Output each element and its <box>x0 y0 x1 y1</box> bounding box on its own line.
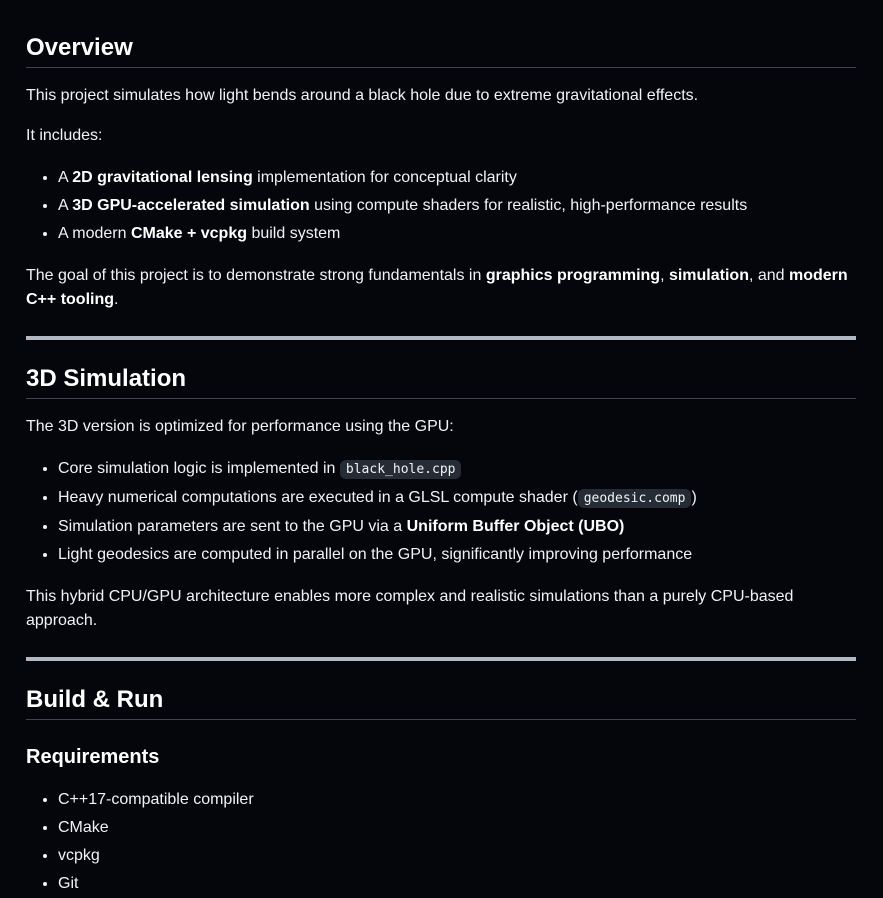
list-item: • Simulation parameters are sent to the GPU via a Uniform Buffer Object (UBO) <box>58 513 856 541</box>
simulation-3d-list <box>26 455 856 569</box>
simulation-3d-heading: 3D Simulation <box>26 364 856 399</box>
code-geodesic-comp: geodesic.comp <box>578 489 692 508</box>
requirements-list <box>26 786 856 898</box>
list-item: • C++17-compatible compiler <box>58 786 856 814</box>
list-item: • A 3D GPU-accelerated simulation using compute shaders for realistic, high-performance results <box>58 192 856 220</box>
build-run-heading: Build & Run <box>26 685 856 720</box>
list-item: • A 2D gravitational lensing implementation for conceptual clarity <box>58 164 856 192</box>
goal-paragraph: The goal of this project is to demonstrate strong fundamentals in graphics programming, simulation, and modern C++ tooling. <box>26 267 848 308</box>
list-item: • Light geodesics are computed in parallel on the GPU, significantly improving performance <box>58 541 856 569</box>
code-black-hole-cpp: black_hole.cpp <box>340 460 462 479</box>
overview-heading: Overview <box>26 33 856 68</box>
list-item: • Git <box>58 870 856 898</box>
list-item: • Heavy numerical computations are executed in a GLSL compute shader ( geodesic.comp ) <box>58 484 856 513</box>
list-item: • vcpkg <box>58 842 856 870</box>
readme-content <box>26 0 856 898</box>
simulation-3d-summary: This hybrid CPU/GPU architecture enables more complex and realistic simulations than a purely CPU-based approach. <box>26 588 794 629</box>
includes-label: It includes: <box>26 127 103 144</box>
simulation-3d-intro: The 3D version is optimized for performance using the GPU: <box>26 418 454 435</box>
overview-intro: This project simulates how light bends around a black hole due to extreme gravitational effects. <box>26 87 699 104</box>
list-item: • CMake <box>58 814 856 842</box>
requirements-heading: Requirements <box>26 746 160 768</box>
features-list <box>26 164 856 248</box>
list-item: • Core simulation logic is implemented in black_hole.cpp <box>58 455 856 484</box>
list-item: • A modern CMake + vcpkg build system <box>58 220 856 248</box>
